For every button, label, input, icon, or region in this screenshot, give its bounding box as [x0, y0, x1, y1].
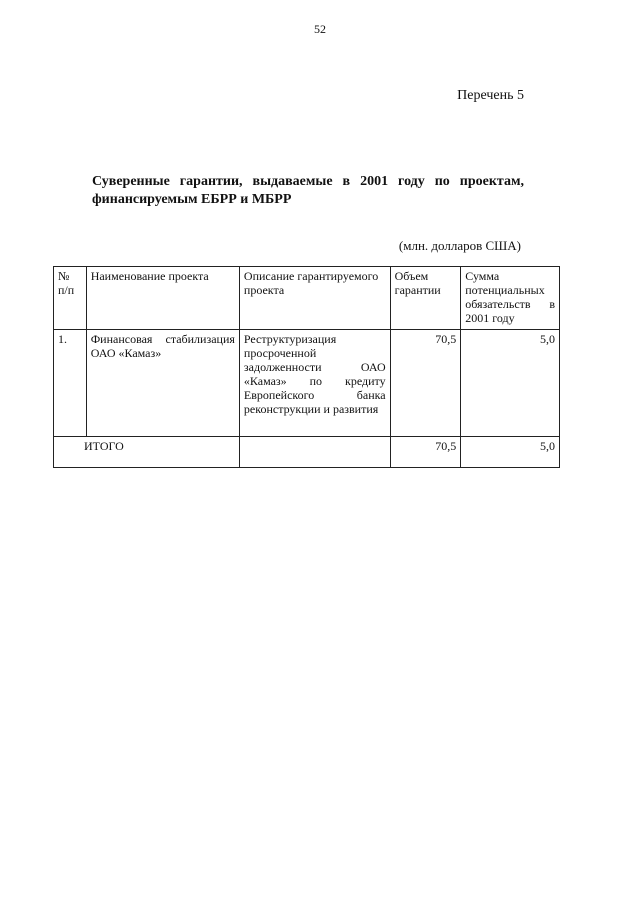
total-volume: 70,5 — [390, 437, 461, 468]
header-name: Наименование проекта — [86, 267, 239, 330]
total-description-empty — [239, 437, 390, 468]
row-volume: 70,5 — [390, 330, 461, 437]
total-label: ИТОГО — [54, 437, 240, 468]
units-note: (млн. долларов США) — [398, 238, 521, 253]
guarantees-table — [53, 266, 560, 468]
row-sum: 5,0 — [461, 330, 560, 437]
header-description: Описание гарантируемого проекта — [239, 267, 390, 330]
table-header-row — [54, 267, 560, 330]
list-label: Перечень 5 — [457, 88, 524, 103]
table-row — [54, 330, 560, 437]
header-volume: Объем гарантии — [390, 267, 461, 330]
row-name: Финансовая стабилизация ОАО «Камаз» — [86, 330, 239, 437]
table-total-row — [54, 437, 560, 468]
row-description: Реструктуризация просроченной задолженности ОАО «Камаз» по кредиту Европейского банка реконструкции и развития — [239, 330, 390, 437]
total-sum: 5,0 — [461, 437, 560, 468]
page-number: 52 — [314, 22, 326, 36]
row-num: 1. — [54, 330, 87, 437]
header-num: № п/п — [54, 267, 87, 330]
header-sum: Сумма потенциальных обязательств в 2001 году — [461, 267, 560, 330]
document-title: Суверенные гарантии, выдаваемые в 2001 году по проектам, финансируемым ЕБРР и МБРР — [92, 174, 524, 207]
